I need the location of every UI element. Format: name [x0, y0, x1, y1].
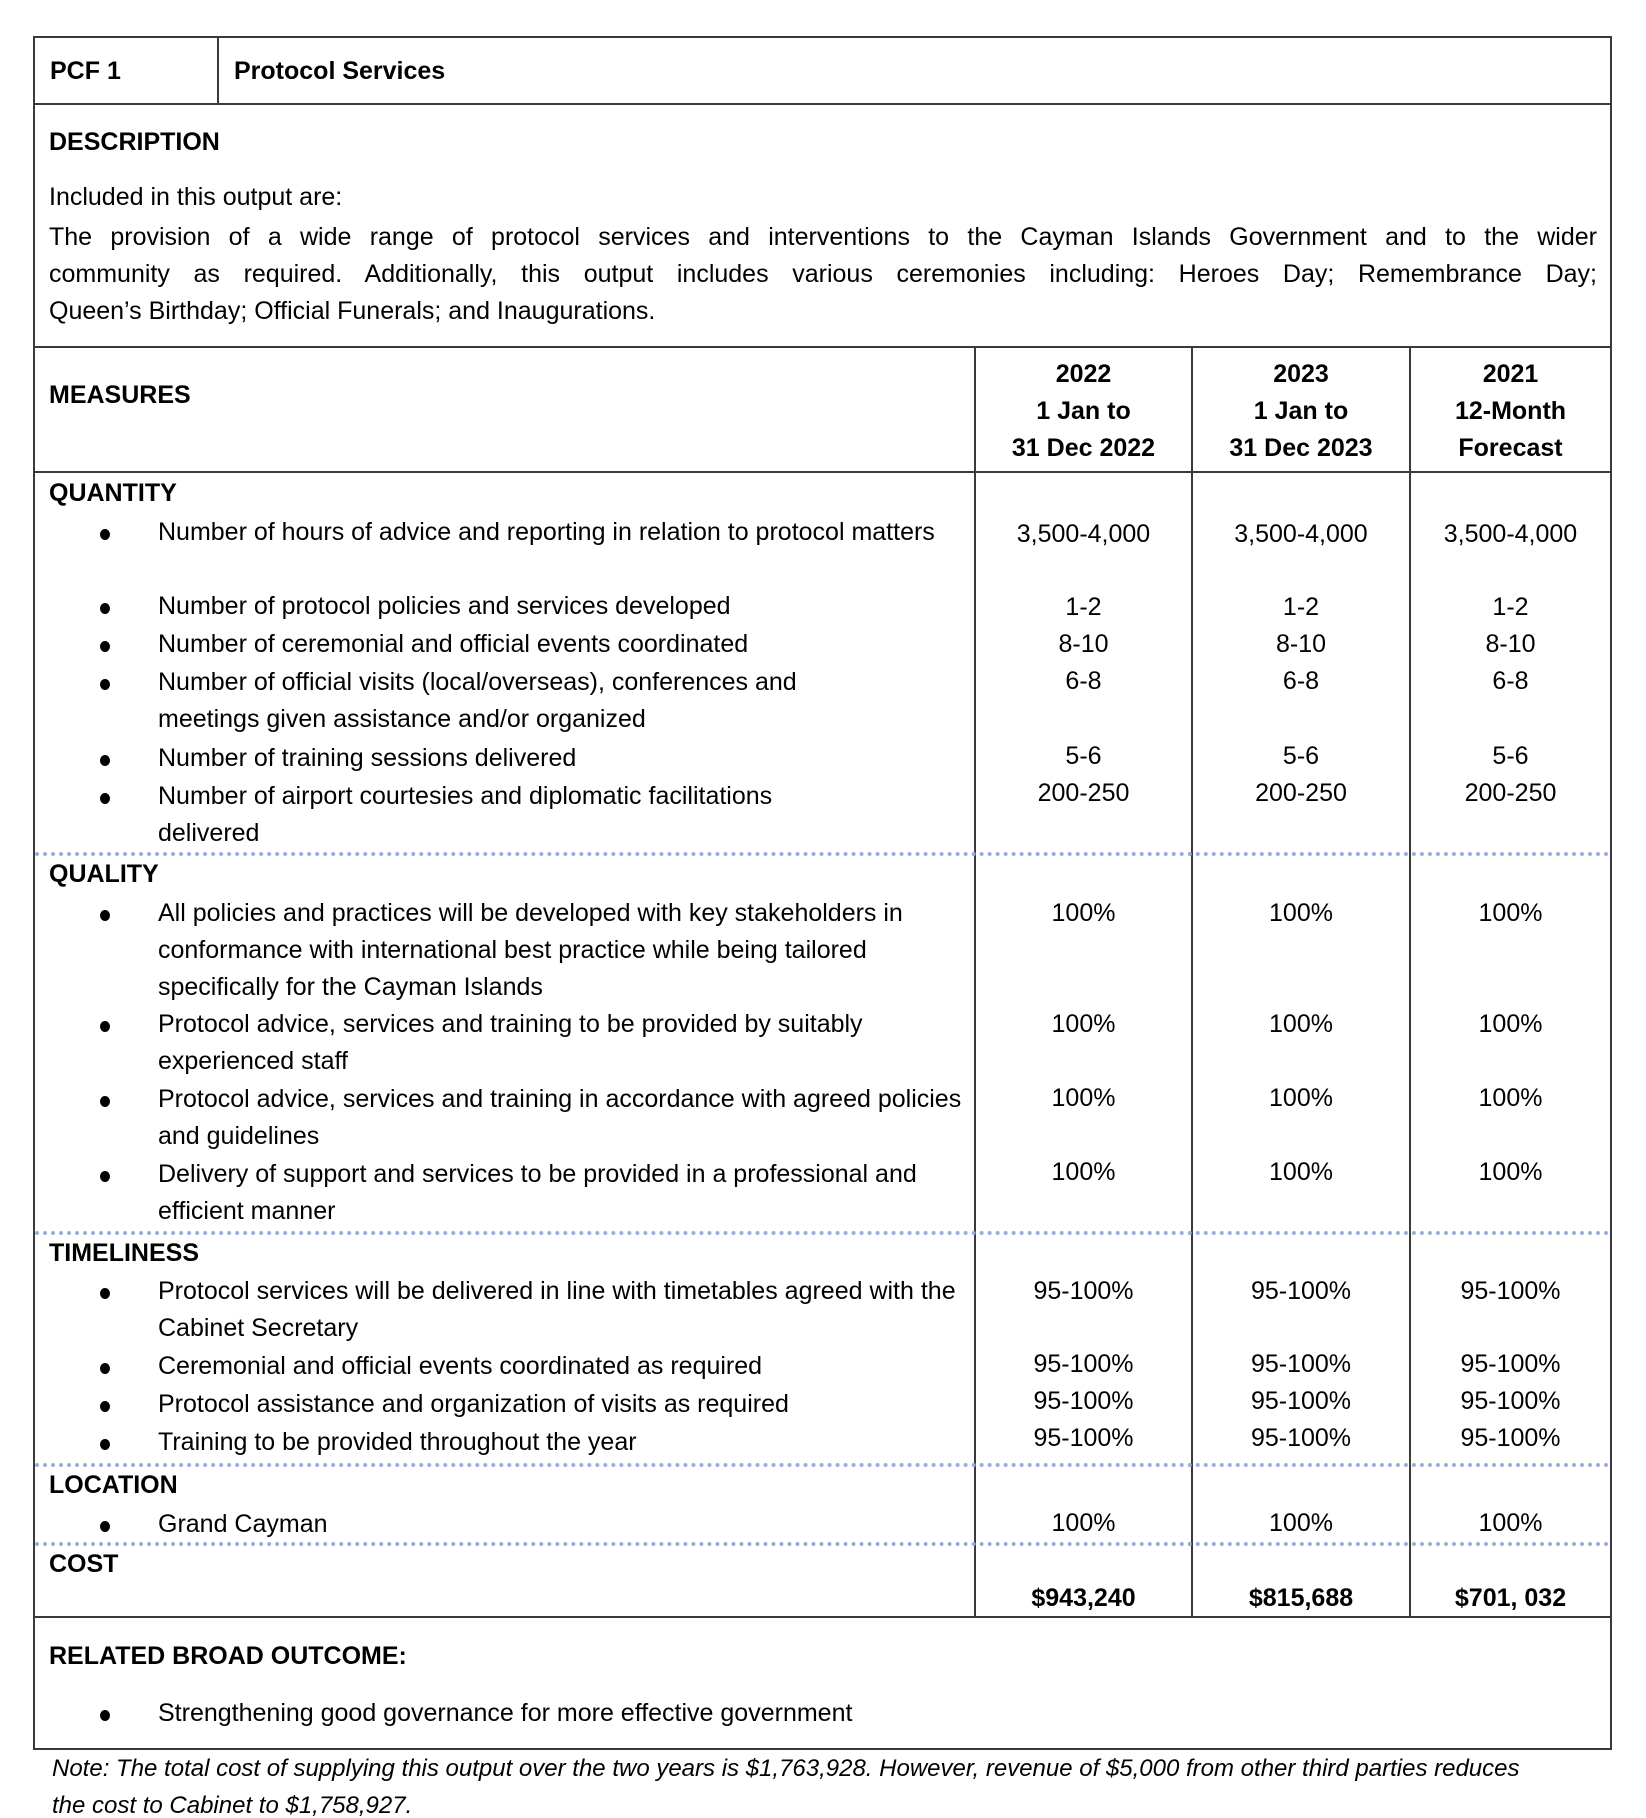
value-cell: 100%: [1269, 1084, 1333, 1112]
header-divider: [217, 36, 219, 104]
column-period-end: 31 Dec 2023: [1229, 434, 1373, 462]
bullet-icon: [100, 895, 110, 932]
measure-text: Delivery of support and services to be provided in a professional and efficient manner: [158, 1160, 917, 1225]
value-cell: 100%: [1478, 1084, 1543, 1112]
border-top: [33, 36, 1612, 38]
bullet-icon: [100, 1348, 110, 1385]
outcome-heading: RELATED BROAD OUTCOME:: [49, 1642, 407, 1670]
value-cell: 6-8: [1282, 667, 1320, 695]
cost-value-2022: $943,240: [1031, 1584, 1136, 1612]
divider-quantity-quality: [35, 852, 1610, 856]
value-cell: 100%: [1051, 1084, 1116, 1112]
measure-text: Number of hours of advice and reporting in relation to protocol matters: [158, 518, 935, 546]
description-bottom-line: [33, 346, 1612, 348]
cost-heading: COST: [49, 1550, 119, 1578]
note-line-2: the cost to Cabinet to $1,758,927.: [52, 1792, 413, 1818]
description-intro: Included in this output are:: [49, 183, 343, 211]
measures-header-bottom-line: [33, 471, 1612, 473]
value-cell: 5-6: [1282, 742, 1320, 770]
value-cell: 100%: [1269, 899, 1333, 927]
divider-quality-timeliness: [35, 1231, 1610, 1235]
measure-text: Protocol advice, services and training in accordance with agreed policies and guidelines: [158, 1085, 962, 1150]
bullet-icon: [100, 778, 110, 815]
value-cell: 95-100%: [1033, 1350, 1134, 1378]
bullet-icon: [100, 1386, 110, 1423]
description-line-2: community as required. Additionally, this output includes various ceremonies including: Heroes Day; Remembrance Day;: [49, 260, 1597, 288]
bullet-icon: [100, 626, 110, 663]
quantity-heading: QUANTITY: [49, 479, 177, 507]
bullet-icon: [100, 514, 110, 551]
value-cell: 6-8: [1065, 667, 1102, 695]
value-cell: 100%: [1478, 1509, 1543, 1537]
value-cell: 200-250: [1255, 779, 1347, 807]
bullet-icon: [100, 740, 110, 777]
value-cell: 95-100%: [1033, 1277, 1134, 1305]
value-cell: 200-250: [1464, 779, 1557, 807]
bullet-icon: [100, 1273, 110, 1310]
border-left: [33, 36, 35, 1750]
value-cell: 95-100%: [1460, 1350, 1561, 1378]
column-period-start: 12-Month: [1454, 397, 1567, 425]
timeliness-heading: TIMELINESS: [49, 1239, 200, 1267]
bullet-icon: [100, 1424, 110, 1461]
header-bottom-line: [33, 103, 1612, 105]
measure-text: Protocol advice, services and training to be provided by suitably experienced staff: [158, 1010, 863, 1075]
description-heading: DESCRIPTION: [49, 128, 220, 156]
column-period-end: 31 Dec 2022: [1011, 434, 1156, 462]
bullet-icon: [100, 1081, 110, 1118]
value-cell: 100%: [1269, 1010, 1333, 1038]
measure-text: All policies and practices will be developed with key stakeholders in conformance with international best practice while being tailored specifically for the Cayman Islands: [158, 899, 903, 1001]
value-cell: 95-100%: [1250, 1387, 1352, 1415]
value-cell: 95-100%: [1460, 1277, 1561, 1305]
measure-text: Number of ceremonial and official events coordinated: [158, 630, 749, 658]
bullet-icon: [100, 1506, 110, 1543]
output-title: Protocol Services: [234, 57, 446, 85]
bullet-icon: [100, 664, 110, 701]
bullet-icon: [100, 1156, 110, 1193]
description-line-3: Queen’s Birthday; Official Funerals; and Inaugurations.: [49, 297, 656, 325]
column-period-start: 1 Jan to: [1036, 397, 1131, 425]
column-period-end: Forecast: [1458, 434, 1563, 462]
value-cell: 100%: [1051, 899, 1116, 927]
value-cell: 95-100%: [1033, 1424, 1134, 1452]
border-right: [1610, 36, 1612, 1750]
location-heading: LOCATION: [49, 1471, 178, 1499]
value-cell: 6-8: [1492, 667, 1529, 695]
divider-timeliness-location: [35, 1463, 1610, 1467]
note-line-1: Note: The total cost of supplying this output over the two years is $1,763,928. However, revenue of $5,000 from other third parties reduces: [52, 1755, 1520, 1782]
measure-text: Training to be provided throughout the year: [158, 1428, 637, 1456]
cost-value-2021: $701, 032: [1454, 1584, 1567, 1612]
value-cell: 100%: [1269, 1158, 1333, 1186]
column-year: 2023: [1273, 360, 1329, 388]
value-cell: 95-100%: [1250, 1424, 1352, 1452]
value-cell: 200-250: [1037, 779, 1130, 807]
measure-text: Ceremonial and official events coordinated as required: [158, 1352, 763, 1380]
value-cell: 8-10: [1275, 630, 1327, 658]
value-cell: 3,500-4,000: [1234, 520, 1368, 548]
measure-text: Number of protocol policies and services developed: [158, 592, 731, 620]
value-cell: 1-2: [1065, 593, 1102, 621]
measure-text: Grand Cayman: [158, 1510, 328, 1538]
column-period-start: 1 Jan to: [1253, 397, 1349, 425]
value-cell: 95-100%: [1250, 1350, 1352, 1378]
outcome-text: Strengthening good governance for more effective government: [158, 1699, 853, 1727]
value-cell: 100%: [1051, 1158, 1116, 1186]
value-cell: 3,500-4,000: [1443, 520, 1578, 548]
measure-text: Number of airport courtesies and diplomatic facilitations delivered: [158, 782, 773, 847]
value-cell: 100%: [1478, 899, 1543, 927]
bullet-icon: [100, 1695, 110, 1732]
value-cell: 95-100%: [1250, 1277, 1352, 1305]
value-cell: 100%: [1051, 1010, 1116, 1038]
value-cell: 3,500-4,000: [1016, 520, 1151, 548]
value-cell: 5-6: [1065, 742, 1102, 770]
value-cell: 100%: [1051, 1509, 1116, 1537]
value-cell: 100%: [1269, 1509, 1333, 1537]
value-cell: 1-2: [1492, 593, 1529, 621]
measure-text: Protocol services will be delivered in line with timetables agreed with the Cabinet Secretary: [158, 1277, 956, 1342]
value-cell: 95-100%: [1460, 1424, 1561, 1452]
value-cell: 100%: [1478, 1158, 1543, 1186]
value-cell: 100%: [1478, 1010, 1543, 1038]
measures-heading: MEASURES: [49, 381, 191, 409]
cost-value-2023: $815,688: [1248, 1584, 1354, 1612]
value-cell: 1-2: [1282, 593, 1320, 621]
value-cell: 95-100%: [1460, 1387, 1561, 1415]
measure-text: Number of official visits (local/overseas), conferences and meetings given assistance and/or organized: [158, 668, 797, 733]
value-cell: 8-10: [1058, 630, 1109, 658]
description-line-1: The provision of a wide range of protocol services and interventions to the Cayman Islands Government and to the wider: [49, 223, 1597, 251]
bullet-icon: [100, 1006, 110, 1043]
value-cell: 8-10: [1485, 630, 1536, 658]
column-year: 2022: [1055, 360, 1112, 388]
bullet-icon: [100, 588, 110, 625]
measure-text: Protocol assistance and organization of visits as required: [158, 1390, 789, 1418]
output-code: PCF 1: [50, 57, 121, 85]
quality-heading: QUALITY: [49, 860, 159, 888]
column-year: 2021: [1482, 360, 1539, 388]
value-cell: 5-6: [1492, 742, 1529, 770]
value-cell: 95-100%: [1033, 1387, 1134, 1415]
measure-text: Number of training sessions delivered: [158, 744, 577, 772]
